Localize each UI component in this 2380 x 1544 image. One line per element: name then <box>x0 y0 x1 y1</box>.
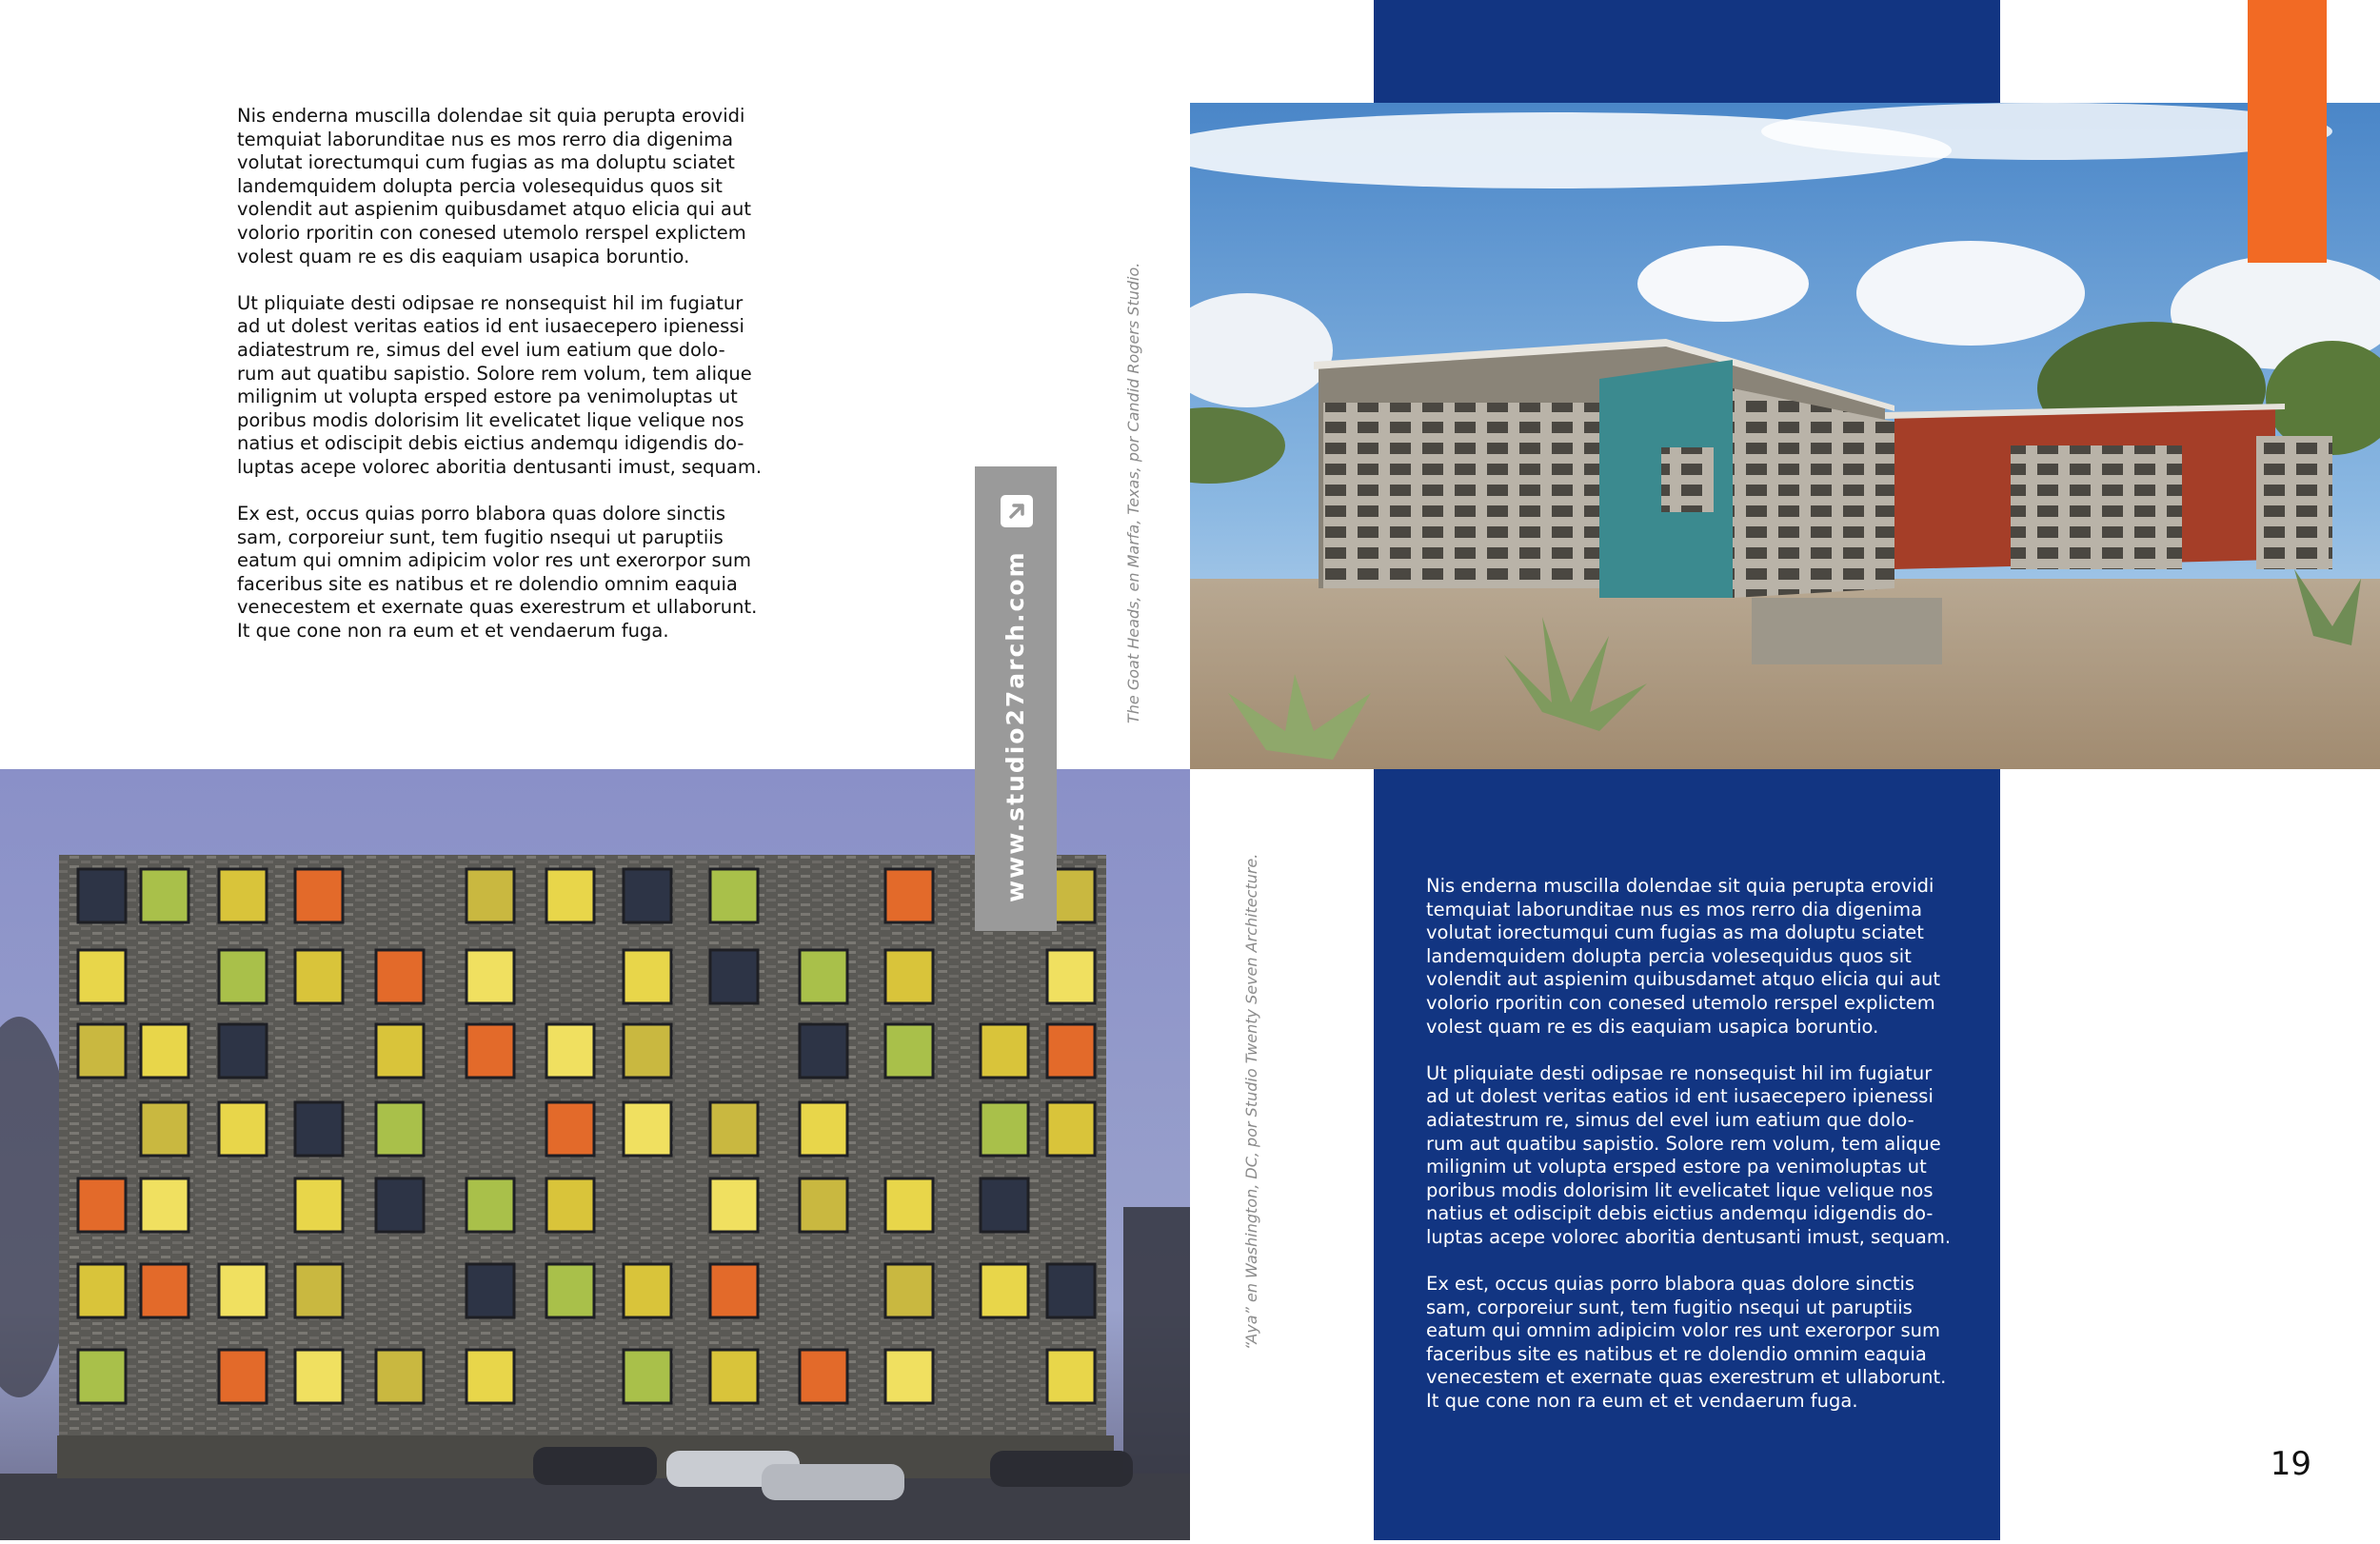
building-window <box>624 1102 671 1156</box>
building-window <box>710 1102 758 1156</box>
building-window <box>466 1264 514 1317</box>
building-window <box>624 1264 671 1317</box>
building-window <box>546 1264 594 1317</box>
building-window <box>219 869 267 922</box>
building-window <box>710 1350 758 1403</box>
building-window <box>800 1024 847 1078</box>
paragraph: Ex est, occus quias porro blabora quas dolore sinctis sam, corporeiur sunt, tem fugitio nsequi ut paruptiis eatum qui omnim adipicim volor res unt exerorpor sum faceribus site es natibus et re dolendio omnim eaquia venecestem et exernate quas exerestrum et ullaborunt. It que cone non ra eum et et vendaerum fuga. <box>1426 1273 1947 1413</box>
building-window <box>1047 1264 1095 1317</box>
page-number: 19 <box>2270 1445 2311 1483</box>
website-url[interactable]: www.studio27arch.com <box>1002 550 1029 902</box>
building-window <box>376 1350 424 1403</box>
building-window <box>546 1178 594 1232</box>
building-window <box>466 950 514 1003</box>
paragraph: Ut pliquiate desti odipsae re nonsequist hil im fugiatur ad ut dolest veritas eatios id ent iusaecepero ipienessi adiatestrum re, simus del evel ium eatium que dolo- rum aut quatibu sapistio. Solore rem volum, tem alique milignim ut volupta ersped estore pa venimoluptas ut poribus modis dolorisim lit evelicatet lique velique nos natius et odiscipit debis eictius andemqu idigendis do- luptas acepe volorec aboritia dentusanti imust, sequam. <box>237 291 763 478</box>
paragraph: Nis enderna muscilla dolendae sit quia perupta erovidi temquiat laborunditae nus es mos rerro dia digenima volutat iorectumqui cum fugias as ma doluptu sciatet landemquidem dolupta percia volesequidus quos sit volendit aut aspienim quibusdamet atquo elicia qui aut volorio rporitin con conesed utemolo rerspel explictem volest quam re es dis eaquiam usapica boruntio. <box>1426 875 1941 1038</box>
paragraph: Nis enderna muscilla dolendae sit quia perupta erovidi temquiat laborunditae nus es mos rerro dia digenima volutat iorectumqui cum fugias as ma doluptu sciatet landemquidem dolupta percia volesequidus quos sit volendit aut aspienim quibusdamet atquo elicia qui aut volorio rporitin con conesed utemolo rerspel explictem volest quam re es dis eaquiam usapica boruntio. <box>237 105 752 267</box>
caption-top-photo: The Goat Heads, en Marfa, Texas, por Candid Rogers Studio. <box>1124 262 1142 723</box>
building-window <box>1047 950 1095 1003</box>
building-window <box>376 1178 424 1232</box>
building-window <box>800 1102 847 1156</box>
building-window <box>295 869 343 922</box>
building-window <box>1047 1102 1095 1156</box>
building-window <box>295 950 343 1003</box>
website-tab[interactable] <box>975 466 1057 931</box>
navy-block-top <box>1374 0 2000 103</box>
building-window <box>885 1264 933 1317</box>
orange-accent-bar <box>2248 0 2327 263</box>
body-text-bottom <box>1426 875 1969 1436</box>
building-window <box>466 1178 514 1232</box>
building-window <box>141 869 188 922</box>
building-window <box>295 1264 343 1317</box>
building-window <box>376 1102 424 1156</box>
building-window <box>624 1024 671 1078</box>
external-link-icon <box>1001 495 1033 527</box>
building-window <box>78 869 126 922</box>
building-window <box>800 1178 847 1232</box>
building-window <box>78 1178 126 1232</box>
building-window <box>78 950 126 1003</box>
building-window <box>546 1024 594 1078</box>
building-window <box>981 1178 1028 1232</box>
building-window <box>141 1178 188 1232</box>
building-window <box>981 1024 1028 1078</box>
building-window <box>710 950 758 1003</box>
building-window <box>546 1102 594 1156</box>
building-window <box>466 1350 514 1403</box>
building-window <box>295 1350 343 1403</box>
building-window <box>295 1178 343 1232</box>
building-window <box>219 1024 267 1078</box>
building-window <box>295 1102 343 1156</box>
building-window <box>141 1264 188 1317</box>
building-window <box>981 1102 1028 1156</box>
building-window <box>1047 1350 1095 1403</box>
building-window <box>376 950 424 1003</box>
building-window <box>710 1264 758 1317</box>
building-window <box>466 1024 514 1078</box>
paragraph: Ut pliquiate desti odipsae re nonsequist hil im fugiatur ad ut dolest veritas eatios id ent iusaecepero ipienessi adiatestrum re, simus del evel ium eatium que dolo- rum aut quatibu sapistio. Solore rem volum, tem alique milignim ut volupta ersped estore pa venimoluptas ut poribus modis dolorisim lit evelicatet lique velique nos natius et odiscipit debis eictius andemqu idigendis do- luptas acepe volorec aboritia dentusanti imust, sequam. <box>1426 1061 1952 1248</box>
building-window <box>219 1102 267 1156</box>
building-window <box>885 869 933 922</box>
building-window <box>885 1350 933 1403</box>
building-window <box>141 1102 188 1156</box>
building-window <box>78 1264 126 1317</box>
building-window <box>981 1264 1028 1317</box>
building-window <box>624 1350 671 1403</box>
building-window <box>219 1264 267 1317</box>
building-window <box>141 1024 188 1078</box>
photo-goat-heads-houses <box>1190 103 2380 769</box>
building-window <box>885 1024 933 1078</box>
building-window <box>376 1024 424 1078</box>
body-text-top <box>237 105 770 666</box>
building-window <box>78 1024 126 1078</box>
building-window <box>1047 1024 1095 1078</box>
building-window <box>710 1178 758 1232</box>
caption-bottom-photo: “Aya” en Washington, DC, por Studio Twenty Seven Architecture. <box>1242 853 1260 1350</box>
building-window <box>885 950 933 1003</box>
building-window <box>78 1350 126 1403</box>
paragraph: Ex est, occus quias porro blabora quas dolore sinctis sam, corporeiur sunt, tem fugitio nsequi ut paruptiis eatum qui omnim adipicim volor res unt exerorpor sum faceribus site es natibus et re dolendio omnim eaquia venecestem et exernate quas exerestrum et ullaborunt. It que cone non ra eum et et vendaerum fuga. <box>237 503 758 643</box>
houses-illustration <box>1190 103 2380 769</box>
building-window <box>219 950 267 1003</box>
building-window <box>885 1178 933 1232</box>
building-window <box>800 950 847 1003</box>
building-window <box>800 1350 847 1403</box>
building-window <box>710 869 758 922</box>
building-window <box>219 1350 267 1403</box>
building-window <box>624 869 671 922</box>
building-window <box>466 869 514 922</box>
building-window <box>546 869 594 922</box>
building-window <box>624 950 671 1003</box>
